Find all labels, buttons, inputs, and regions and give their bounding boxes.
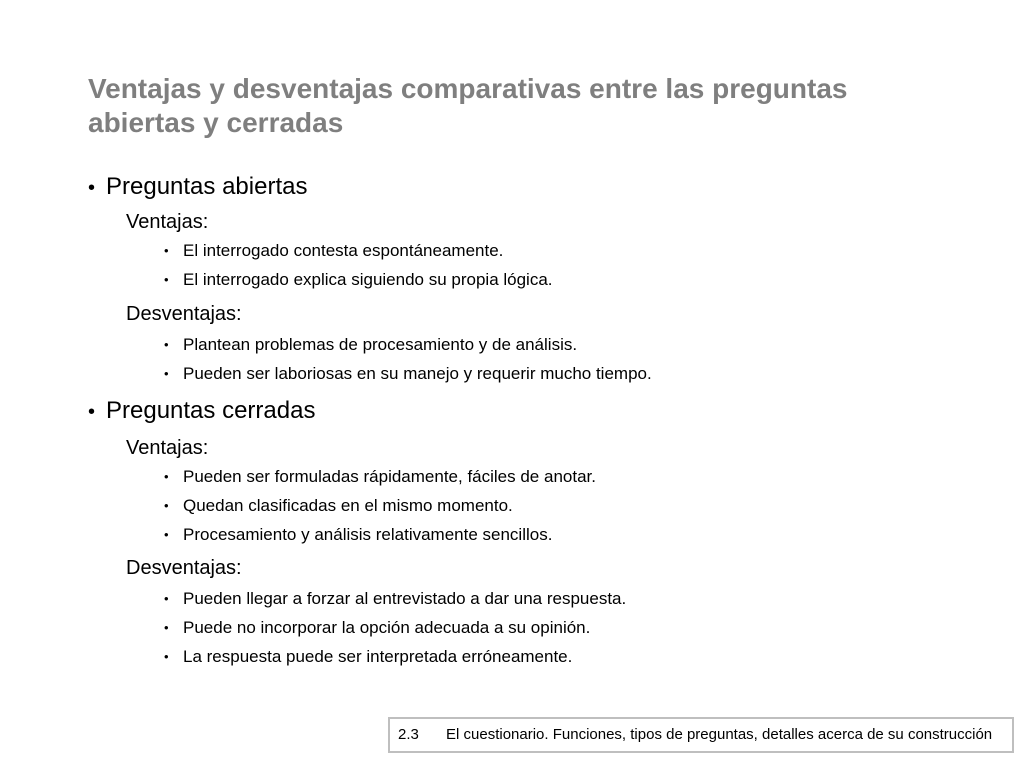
group-label-desventajas: Desventajas: (126, 303, 242, 325)
bullet-icon: • (164, 272, 169, 287)
list-item-text: Procesamiento y análisis relativamente sencillos. (183, 525, 553, 544)
bullet-icon: • (164, 591, 169, 606)
list-item (164, 269, 553, 291)
group-label-desventajas: Desventajas: (126, 557, 242, 579)
list-item (164, 524, 552, 546)
footer-section-box (388, 717, 1014, 753)
list-item-text: La respuesta puede ser interpretada erróneamente. (183, 647, 573, 666)
section-heading-text: Preguntas abiertas (106, 173, 308, 200)
bullet-icon: • (164, 337, 169, 352)
bullet-icon: • (164, 243, 169, 258)
list-item (164, 646, 572, 668)
bullet-icon: • (164, 620, 169, 635)
list-item-text: Pueden llegar a forzar al entrevistado a dar una respuesta. (183, 589, 627, 608)
list-item-text: Pueden ser formuladas rápidamente, fáciles de anotar. (183, 467, 596, 486)
list-item-text: Plantean problemas de procesamiento y de análisis. (183, 335, 578, 354)
section-heading-abiertas (88, 172, 307, 203)
bullet-icon: • (164, 366, 169, 381)
bullet-icon: • (88, 401, 96, 423)
footer-section-title: El cuestionario. Funciones, tipos de preguntas, detalles acerca de su construcción (446, 726, 993, 743)
list-item-text: Quedan clasificadas en el mismo momento. (183, 496, 513, 515)
section-heading-cerradas (88, 396, 315, 427)
bullet-icon: • (164, 469, 169, 484)
section-heading-text: Preguntas cerradas (106, 397, 316, 424)
list-item (164, 466, 596, 488)
group-label-ventajas: Ventajas: (126, 211, 209, 233)
slide-title: Ventajas y desventajas comparativas entre las preguntas abiertas y cerradas (88, 73, 848, 138)
list-item-text: Pueden ser laboriosas en su manejo y requerir mucho tiempo. (183, 364, 652, 383)
list-item (164, 363, 652, 385)
list-item (164, 240, 503, 262)
list-item (164, 495, 513, 517)
bullet-icon: • (164, 498, 169, 513)
footer-section-number: 2.3 (398, 726, 419, 743)
list-item-text: Puede no incorporar la opción adecuada a su opinión. (183, 618, 591, 637)
list-item-text: El interrogado contesta espontáneamente. (183, 241, 504, 260)
list-item (164, 334, 577, 356)
list-item-text: El interrogado explica siguiendo su propia lógica. (183, 270, 553, 289)
group-label-ventajas: Ventajas: (126, 437, 209, 459)
bullet-icon: • (164, 649, 169, 664)
list-item (164, 588, 626, 610)
list-item (164, 617, 590, 639)
bullet-icon: • (88, 177, 96, 199)
bullet-icon: • (164, 527, 169, 542)
